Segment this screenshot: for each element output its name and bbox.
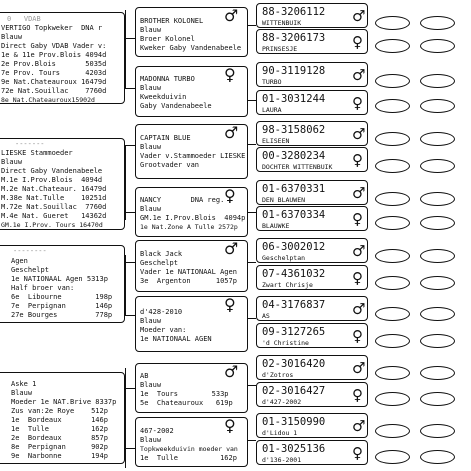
ring-decoration: [375, 249, 410, 263]
pigeon-name: d'Zotros: [262, 371, 294, 379]
ring-decoration: [420, 334, 455, 348]
female-symbol-icon: ♀: [352, 94, 363, 112]
male-symbol-icon: ♂: [352, 66, 366, 84]
pigeon-name: d'427-2002: [262, 398, 302, 406]
ancestor-line: 2e Bordeaux 857p: [11, 434, 108, 442]
ancestor-card-2: [0, 138, 125, 230]
ring-number: 98-3158062: [262, 124, 326, 136]
ancestor-line: 8e Perpignan 902p: [11, 443, 108, 451]
ring-number: 90-3119128: [262, 65, 326, 77]
ancestor-name-faded: --------: [13, 247, 47, 255]
connector-line: [125, 255, 126, 315]
ring-number: 01-3025136: [262, 443, 326, 455]
parent-line: BROTHER KOLONEL: [140, 17, 204, 25]
ancestor-line: 1e Tulle 162p: [11, 425, 108, 433]
ancestor-line: Geschelpt: [11, 266, 49, 274]
parent-card-3: [135, 124, 248, 179]
ring-decoration: [420, 159, 455, 173]
male-symbol-icon: ♂: [224, 240, 239, 258]
ring-number: 01-3031244: [262, 93, 326, 105]
female-symbol-icon: ♀: [352, 151, 363, 169]
ancestor-line: Agen: [11, 257, 28, 265]
pigeon-name: PRINSESJE: [262, 45, 298, 53]
ancestor-line: 6e Libourne 198p: [11, 293, 113, 301]
connector-line: [125, 145, 135, 146]
parent-line: Blauw: [140, 143, 162, 151]
connector-line: [248, 262, 256, 263]
ancestor-card-3: [0, 245, 125, 323]
female-symbol-icon: ♀: [352, 444, 363, 462]
ring-number: 07-4361032: [262, 268, 326, 280]
parent-line: Grootvader van: [140, 161, 200, 169]
parent-card-5: [135, 240, 248, 292]
ring-decoration: [375, 392, 410, 406]
female-symbol-icon: ♀: [352, 327, 363, 345]
parent-line: NANCY DNA reg.: [140, 196, 225, 204]
ancestor-line: 2e Prov.Blois 5035d: [1, 60, 107, 68]
connector-line: [125, 262, 135, 263]
parent-line: Kweker Gaby Vandenabeele: [140, 44, 242, 52]
connector-line: [248, 25, 256, 26]
parent-card-6: [135, 296, 248, 352]
ring-decoration: [375, 334, 410, 348]
parent-card-8: [135, 417, 248, 467]
female-symbol-icon: ♀: [224, 296, 236, 314]
connector-line: [125, 10, 126, 88]
ancestor-line: GM.1e I.Prov. Tours 16470d: [1, 221, 103, 229]
ancestor-line: 72e Nat.Souillac 7760d: [1, 87, 107, 95]
connector-line: [125, 38, 135, 39]
male-symbol-icon: ♂: [352, 184, 366, 202]
parent-line: 1e Tours 533p: [140, 390, 229, 398]
ancestor-line: M.4e Nat. Gueret 14362d: [1, 212, 107, 220]
ring-decoration: [420, 16, 455, 30]
ancestor-line: 8e Nat.Chateauroux15902d: [1, 96, 95, 104]
ring-number: 01-3150990: [262, 416, 326, 428]
ring-decoration: [420, 424, 455, 438]
connector-line: [248, 212, 256, 213]
ring-decoration: [420, 307, 455, 321]
parent-line: Gaby Vandenabeele: [140, 102, 212, 110]
ring-decoration: [375, 192, 410, 206]
ancestor-line: Aske 1: [11, 380, 37, 388]
ancestor-line: 1e Bordeaux 146p: [11, 416, 108, 424]
ring-decoration: [375, 99, 410, 113]
parent-card-1: [135, 7, 248, 57]
pigeon-name: d'Lidou 1: [262, 429, 298, 437]
ring-decoration: [420, 99, 455, 113]
ring-decoration: [420, 216, 455, 230]
ring-number: 00-3280234: [262, 150, 326, 162]
connector-line: [248, 440, 256, 441]
male-symbol-icon: ♂: [352, 417, 366, 435]
ancestor-card-1: [0, 12, 125, 104]
ancestor-line: 27e Bourges 778p: [11, 311, 113, 319]
ring-number: 02-3016427: [262, 385, 326, 397]
ring-decoration: [375, 424, 410, 438]
parent-line: Blauw: [140, 84, 162, 92]
ancestor-line: M.38e Nat.Tulle 10251d: [1, 194, 107, 202]
ancestor-line: 7e Prov. Tours 4203d: [1, 69, 107, 77]
ring-decoration: [375, 307, 410, 321]
ancestor-line: M.1e I.Prov.Blois 4094d: [1, 176, 103, 184]
ancestor-name-faded: 0 VDAB: [7, 15, 41, 23]
ring-decoration: [375, 16, 410, 30]
connector-line: [125, 448, 135, 449]
parent-line: GM.1e I.Prov.Blois 4094p: [140, 214, 246, 222]
ring-decoration: [420, 192, 455, 206]
male-symbol-icon: ♂: [352, 300, 366, 318]
ring-number: 04-3176837: [262, 299, 326, 311]
parent-line: d'428-2010: [140, 308, 183, 316]
parent-line: MADONNA TURBO: [140, 75, 195, 83]
connector-line: [125, 145, 126, 220]
parent-line: 1e Nat.Zone A Tulle 2572p: [140, 223, 238, 231]
ancestor-line: Direct Gaby Vandenabeele: [1, 167, 103, 175]
parent-line: Blauw: [140, 317, 162, 325]
ring-decoration: [420, 74, 455, 88]
ring-decoration: [420, 39, 455, 53]
male-symbol-icon: ♂: [352, 242, 366, 260]
ancestor-line: M.72e Nat.Souillac 7760d: [1, 203, 107, 211]
parent-line: 5e Chateauroux 619p: [140, 399, 233, 407]
ancestor-name-faded: -------: [15, 140, 45, 148]
parent-line: Geschelpt: [140, 259, 178, 267]
ring-number: 02-3016420: [262, 358, 326, 370]
ancestor-line: LIESKE Stammoeder: [1, 149, 73, 157]
connector-line: [125, 88, 135, 89]
parent-line: Topkweekduivin moeder van: [140, 445, 238, 453]
parent-line: CAPTAIN BLUE: [140, 134, 191, 142]
pigeon-name: BLAUWKE: [262, 222, 290, 230]
ring-number: 88-3206173: [262, 32, 326, 44]
connector-line: [248, 100, 256, 101]
parent-line: Kweekduivin: [140, 93, 187, 101]
ring-decoration: [375, 276, 410, 290]
connector-line: [125, 212, 135, 213]
male-symbol-icon: ♂: [224, 7, 239, 25]
ring-decoration: [375, 132, 410, 146]
parent-line: Blauw: [140, 26, 162, 34]
parent-line: Black Jack: [140, 250, 183, 258]
pigeon-name: Geschelptan: [262, 254, 306, 262]
male-symbol-icon: ♂: [224, 124, 239, 142]
female-symbol-icon: ♀: [224, 66, 236, 84]
ancestor-line: 7e Perpignan 146p: [11, 302, 113, 310]
ring-decoration: [420, 450, 455, 464]
ancestor-line: VERTIGO Topkweker DNA r: [1, 24, 103, 32]
ring-decoration: [375, 366, 410, 380]
ring-decoration: [375, 74, 410, 88]
parent-line: 467-2002: [140, 427, 174, 435]
ring-number: 06-3002012: [262, 241, 326, 253]
parent-line: Blauw: [140, 436, 162, 444]
pigeon-name: DEN BLAUWEN: [262, 196, 306, 204]
female-symbol-icon: ♀: [224, 187, 236, 205]
ancestor-line: Blauw: [1, 33, 23, 41]
ring-number: 88-3206112: [262, 6, 326, 18]
female-symbol-icon: ♀: [352, 386, 363, 404]
pigeon-name: DOCHTER WITTENBUIK: [262, 163, 333, 171]
ancestor-line: 1e NATIONAAL Agen 5313p: [11, 275, 108, 283]
ancestor-line: Zus van:2e Roye 512p: [11, 407, 108, 415]
ancestor-line: 1e & 11e Prov.Blois 4094d: [1, 51, 107, 59]
parent-line: 1e NATIONAAL AGEN: [140, 335, 212, 343]
ring-decoration: [420, 366, 455, 380]
ring-decoration: [420, 132, 455, 146]
parent-line: Broer Kolonel: [140, 35, 195, 43]
female-symbol-icon: ♀: [352, 33, 363, 51]
ancestor-card-4: [0, 372, 125, 464]
connector-line: [248, 385, 256, 386]
parent-line: Blauw: [140, 381, 162, 389]
connector-line: [125, 368, 126, 468]
parent-card-7: [135, 363, 248, 413]
parent-line: AB: [140, 372, 149, 380]
female-symbol-icon: ♀: [352, 210, 363, 228]
ring-decoration: [420, 392, 455, 406]
ring-number: 09-3127265: [262, 326, 326, 338]
pigeon-name: 'd Christine: [262, 339, 309, 347]
ancestor-line: Half broer van:: [11, 284, 75, 292]
ring-decoration: [375, 216, 410, 230]
parent-line: Blauw: [140, 205, 162, 213]
parent-line: Vader v.Stammoeder LIESKE: [140, 152, 246, 160]
connector-line: [125, 388, 135, 389]
pigeon-name: WITTENBUIK: [262, 19, 302, 27]
ring-decoration: [420, 276, 455, 290]
ring-decoration: [375, 450, 410, 464]
pigeon-name: TURBO: [262, 78, 282, 86]
pigeon-name: AS: [262, 312, 270, 320]
ring-decoration: [420, 249, 455, 263]
parent-line: 3e Argenton 1057p: [140, 277, 237, 285]
ancestor-line: Blauw: [11, 389, 33, 397]
ring-decoration: [375, 159, 410, 173]
parent-card-2: [135, 66, 248, 117]
ancestor-line: Blauw: [1, 158, 23, 166]
connector-line: [125, 315, 135, 316]
parent-line: 1e Tulle 162p: [140, 454, 237, 462]
pigeon-name: LAURA: [262, 106, 282, 114]
female-symbol-icon: ♀: [224, 417, 236, 435]
parent-card-4: [135, 187, 248, 237]
pigeon-name: ELISEEN: [262, 137, 290, 145]
ring-number: 01-6370334: [262, 209, 326, 221]
ring-decoration: [375, 39, 410, 53]
ancestor-line: 9e Narbonne 194p: [11, 452, 108, 460]
connector-line: [248, 318, 256, 319]
male-symbol-icon: ♂: [224, 363, 239, 381]
ring-number: 01-6370331: [262, 183, 326, 195]
pigeon-name: Zwart Chrisje: [262, 281, 313, 289]
male-symbol-icon: ♂: [352, 125, 366, 143]
connector-line: [248, 144, 256, 145]
ancestor-line: Direct Gaby VDAB Vader v:: [1, 42, 107, 50]
parent-line: Vader 1e NATIONAAL Agen: [140, 268, 237, 276]
ancestor-line: M.2e Nat.Chateaur. 16479d: [1, 185, 107, 193]
female-symbol-icon: ♀: [352, 269, 363, 287]
parent-line: Moeder van:: [140, 326, 187, 334]
male-symbol-icon: ♂: [352, 7, 366, 25]
male-symbol-icon: ♂: [352, 359, 366, 377]
pigeon-name: d'136-2001: [262, 456, 302, 464]
ancestor-line: Moeder 1e NAT.Brive 8337p: [11, 398, 117, 406]
ancestor-line: 9e Nat.Chateauroux 16479d: [1, 78, 107, 86]
